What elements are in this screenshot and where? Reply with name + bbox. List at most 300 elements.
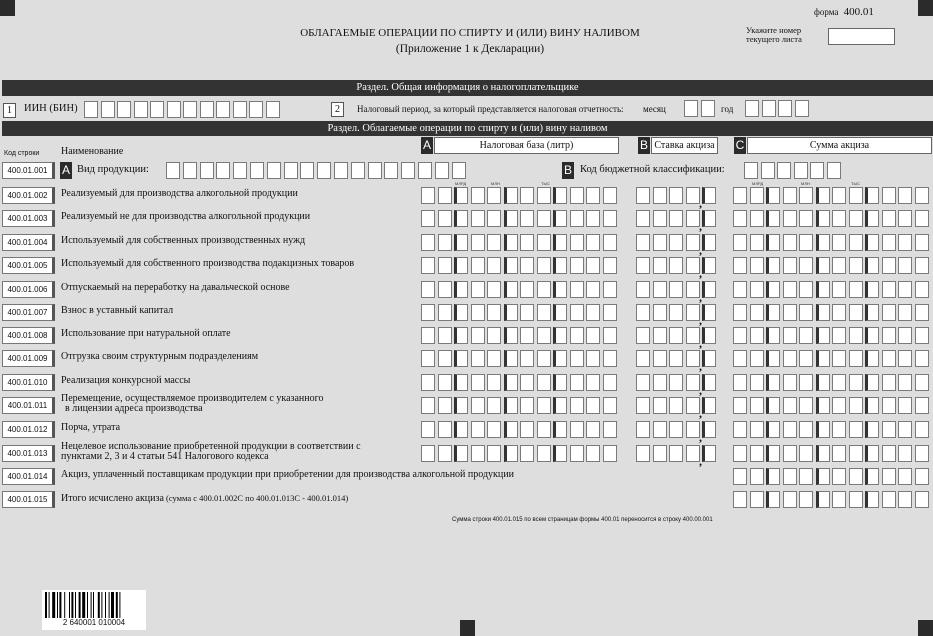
excise-amount-cell[interactable] [915, 491, 929, 508]
tax-base-cell[interactable] [421, 257, 435, 274]
tax-base-cell[interactable] [487, 421, 501, 438]
excise-amount-cell[interactable] [783, 187, 797, 204]
excise-amount-cell[interactable] [816, 257, 830, 274]
excise-amount-cell[interactable] [882, 327, 896, 344]
tax-base-cell[interactable] [487, 281, 501, 298]
tax-base-cell[interactable] [553, 374, 567, 391]
tax-base-cell[interactable] [603, 187, 617, 204]
excise-amount-cell[interactable] [882, 304, 896, 321]
excise-rate-cell[interactable] [669, 234, 683, 251]
excise-amount-cell[interactable] [865, 187, 879, 204]
excise-amount-cell[interactable] [882, 281, 896, 298]
excise-amount-cell[interactable] [849, 374, 863, 391]
excise-rate-cell[interactable] [702, 187, 716, 204]
tax-base-cell[interactable] [603, 350, 617, 367]
tax-base-cell[interactable] [520, 445, 534, 462]
excise-rate-cell[interactable] [702, 374, 716, 391]
excise-amount-cell[interactable] [865, 327, 879, 344]
excise-amount-cell[interactable] [849, 257, 863, 274]
tax-base-cell[interactable] [504, 327, 518, 344]
tax-base-cell[interactable] [570, 327, 584, 344]
excise-amount-cell[interactable] [750, 187, 764, 204]
budget-code-cell[interactable] [827, 162, 841, 179]
iin-bin-cell[interactable] [249, 101, 263, 118]
excise-amount-cell[interactable] [799, 304, 813, 321]
excise-amount-cell[interactable] [799, 327, 813, 344]
tax-base-cell[interactable] [421, 421, 435, 438]
excise-amount-cell[interactable] [915, 281, 929, 298]
excise-amount-cell[interactable] [865, 257, 879, 274]
excise-amount-cell[interactable] [816, 350, 830, 367]
excise-amount-cell[interactable] [750, 491, 764, 508]
excise-amount-cell[interactable] [849, 234, 863, 251]
tax-base-cell[interactable] [586, 210, 600, 227]
excise-rate-cell[interactable] [686, 445, 700, 462]
tax-base-cell[interactable] [586, 234, 600, 251]
excise-rate-cell[interactable] [636, 304, 650, 321]
excise-rate-cell[interactable] [669, 304, 683, 321]
excise-rate-cell[interactable] [636, 234, 650, 251]
tax-base-cell[interactable] [454, 445, 468, 462]
excise-amount-cell[interactable] [898, 445, 912, 462]
excise-amount-cell[interactable] [898, 397, 912, 414]
excise-amount-cell[interactable] [733, 445, 747, 462]
excise-amount-cell[interactable] [766, 421, 780, 438]
tax-base-cell[interactable] [553, 281, 567, 298]
tax-base-cell[interactable] [471, 397, 485, 414]
tax-base-cell[interactable] [520, 397, 534, 414]
tax-base-cell[interactable] [471, 327, 485, 344]
excise-amount-cell[interactable] [898, 281, 912, 298]
tax-base-cell[interactable] [504, 304, 518, 321]
tax-base-cell[interactable] [603, 257, 617, 274]
tax-base-cell[interactable] [570, 210, 584, 227]
tax-base-cell[interactable] [570, 187, 584, 204]
excise-amount-cell[interactable] [915, 187, 929, 204]
excise-amount-cell[interactable] [816, 281, 830, 298]
tax-base-cell[interactable] [537, 327, 551, 344]
excise-rate-cell[interactable] [636, 281, 650, 298]
excise-rate-cell[interactable] [653, 281, 667, 298]
excise-rate-cell[interactable] [636, 327, 650, 344]
excise-amount-cell[interactable] [816, 234, 830, 251]
tax-base-cell[interactable] [471, 281, 485, 298]
excise-rate-cell[interactable] [636, 397, 650, 414]
tax-base-cell[interactable] [454, 234, 468, 251]
tax-base-cell[interactable] [454, 350, 468, 367]
excise-amount-cell[interactable] [865, 304, 879, 321]
excise-amount-cell[interactable] [799, 257, 813, 274]
year-cell[interactable] [762, 100, 776, 117]
excise-amount-cell[interactable] [816, 445, 830, 462]
excise-rate-cell[interactable] [636, 187, 650, 204]
excise-amount-cell[interactable] [865, 374, 879, 391]
month-cell[interactable] [701, 100, 715, 117]
excise-amount-cell[interactable] [882, 234, 896, 251]
tax-base-cell[interactable] [570, 304, 584, 321]
tax-base-cell[interactable] [487, 350, 501, 367]
tax-base-cell[interactable] [421, 234, 435, 251]
excise-amount-cell[interactable] [816, 187, 830, 204]
tax-base-cell[interactable] [504, 445, 518, 462]
excise-amount-cell[interactable] [733, 374, 747, 391]
excise-amount-cell[interactable] [766, 281, 780, 298]
excise-amount-cell[interactable] [750, 234, 764, 251]
excise-amount-cell[interactable] [915, 445, 929, 462]
month-cell[interactable] [684, 100, 698, 117]
excise-rate-cell[interactable] [686, 350, 700, 367]
excise-amount-cell[interactable] [733, 257, 747, 274]
excise-amount-cell[interactable] [865, 350, 879, 367]
product-type-cell[interactable] [401, 162, 415, 179]
tax-base-cell[interactable] [520, 257, 534, 274]
excise-amount-cell[interactable] [882, 350, 896, 367]
tax-base-cell[interactable] [553, 234, 567, 251]
excise-amount-cell[interactable] [865, 445, 879, 462]
excise-amount-cell[interactable] [898, 304, 912, 321]
excise-rate-cell[interactable] [686, 257, 700, 274]
iin-bin-cell[interactable] [216, 101, 230, 118]
product-type-cell[interactable] [267, 162, 281, 179]
excise-amount-cell[interactable] [733, 187, 747, 204]
tax-base-cell[interactable] [438, 304, 452, 321]
tax-base-cell[interactable] [603, 445, 617, 462]
excise-amount-cell[interactable] [915, 304, 929, 321]
excise-amount-cell[interactable] [733, 327, 747, 344]
excise-amount-cell[interactable] [849, 468, 863, 485]
excise-amount-cell[interactable] [750, 210, 764, 227]
tax-base-cell[interactable] [487, 210, 501, 227]
tax-base-cell[interactable] [421, 187, 435, 204]
excise-amount-cell[interactable] [832, 350, 846, 367]
excise-amount-cell[interactable] [882, 468, 896, 485]
excise-rate-cell[interactable] [702, 445, 716, 462]
excise-rate-cell[interactable] [653, 257, 667, 274]
tax-base-cell[interactable] [537, 281, 551, 298]
excise-amount-cell[interactable] [849, 350, 863, 367]
excise-rate-cell[interactable] [669, 445, 683, 462]
excise-amount-cell[interactable] [750, 327, 764, 344]
excise-amount-cell[interactable] [865, 468, 879, 485]
excise-rate-cell[interactable] [669, 421, 683, 438]
excise-amount-cell[interactable] [783, 281, 797, 298]
excise-amount-cell[interactable] [832, 281, 846, 298]
excise-amount-cell[interactable] [766, 327, 780, 344]
excise-amount-cell[interactable] [766, 374, 780, 391]
product-type-cell[interactable] [233, 162, 247, 179]
excise-rate-cell[interactable] [636, 350, 650, 367]
tax-base-cell[interactable] [537, 421, 551, 438]
tax-base-cell[interactable] [520, 187, 534, 204]
excise-amount-cell[interactable] [849, 491, 863, 508]
tax-base-cell[interactable] [553, 187, 567, 204]
excise-amount-cell[interactable] [783, 445, 797, 462]
excise-amount-cell[interactable] [915, 210, 929, 227]
excise-amount-cell[interactable] [799, 374, 813, 391]
excise-amount-cell[interactable] [915, 350, 929, 367]
excise-rate-cell[interactable] [702, 257, 716, 274]
tax-base-cell[interactable] [421, 350, 435, 367]
tax-base-cell[interactable] [586, 257, 600, 274]
tax-base-cell[interactable] [487, 445, 501, 462]
tax-base-cell[interactable] [586, 397, 600, 414]
tax-base-cell[interactable] [471, 257, 485, 274]
excise-rate-cell[interactable] [702, 327, 716, 344]
tax-base-cell[interactable] [454, 281, 468, 298]
excise-amount-cell[interactable] [783, 350, 797, 367]
tax-base-cell[interactable] [537, 350, 551, 367]
excise-amount-cell[interactable] [832, 304, 846, 321]
excise-amount-cell[interactable] [766, 397, 780, 414]
tax-base-cell[interactable] [438, 187, 452, 204]
excise-amount-cell[interactable] [766, 187, 780, 204]
sheet-number-input[interactable] [828, 28, 895, 45]
excise-amount-cell[interactable] [733, 234, 747, 251]
excise-rate-cell[interactable] [653, 445, 667, 462]
excise-amount-cell[interactable] [882, 491, 896, 508]
excise-amount-cell[interactable] [766, 350, 780, 367]
tax-base-cell[interactable] [438, 281, 452, 298]
excise-amount-cell[interactable] [766, 491, 780, 508]
excise-rate-cell[interactable] [636, 445, 650, 462]
tax-base-cell[interactable] [504, 374, 518, 391]
excise-rate-cell[interactable] [686, 281, 700, 298]
iin-bin-cell[interactable] [84, 101, 98, 118]
product-type-cell[interactable] [418, 162, 432, 179]
excise-amount-cell[interactable] [799, 445, 813, 462]
excise-amount-cell[interactable] [849, 281, 863, 298]
product-type-cell[interactable] [317, 162, 331, 179]
tax-base-cell[interactable] [603, 397, 617, 414]
iin-bin-cell[interactable] [150, 101, 164, 118]
tax-base-cell[interactable] [603, 327, 617, 344]
excise-amount-cell[interactable] [865, 281, 879, 298]
tax-base-cell[interactable] [471, 445, 485, 462]
tax-base-cell[interactable] [454, 257, 468, 274]
tax-base-cell[interactable] [570, 257, 584, 274]
product-type-cell[interactable] [351, 162, 365, 179]
excise-amount-cell[interactable] [849, 210, 863, 227]
tax-base-cell[interactable] [438, 445, 452, 462]
excise-rate-cell[interactable] [686, 304, 700, 321]
tax-base-cell[interactable] [520, 374, 534, 391]
excise-amount-cell[interactable] [783, 397, 797, 414]
excise-amount-cell[interactable] [750, 304, 764, 321]
tax-base-cell[interactable] [438, 350, 452, 367]
excise-amount-cell[interactable] [816, 491, 830, 508]
tax-base-cell[interactable] [487, 327, 501, 344]
excise-amount-cell[interactable] [733, 397, 747, 414]
excise-amount-cell[interactable] [898, 257, 912, 274]
tax-base-cell[interactable] [586, 327, 600, 344]
excise-amount-cell[interactable] [832, 397, 846, 414]
excise-amount-cell[interactable] [849, 397, 863, 414]
iin-bin-cell[interactable] [266, 101, 280, 118]
excise-amount-cell[interactable] [915, 374, 929, 391]
excise-amount-cell[interactable] [733, 210, 747, 227]
tax-base-cell[interactable] [504, 397, 518, 414]
tax-base-cell[interactable] [586, 350, 600, 367]
iin-bin-cell[interactable] [167, 101, 181, 118]
excise-rate-cell[interactable] [702, 421, 716, 438]
excise-amount-cell[interactable] [783, 210, 797, 227]
excise-rate-cell[interactable] [702, 281, 716, 298]
budget-code-cell[interactable] [761, 162, 775, 179]
excise-amount-cell[interactable] [816, 304, 830, 321]
iin-bin-cell[interactable] [134, 101, 148, 118]
excise-amount-cell[interactable] [799, 491, 813, 508]
excise-amount-cell[interactable] [832, 210, 846, 227]
tax-base-cell[interactable] [454, 374, 468, 391]
excise-amount-cell[interactable] [799, 210, 813, 227]
excise-rate-cell[interactable] [702, 210, 716, 227]
excise-amount-cell[interactable] [816, 327, 830, 344]
excise-amount-cell[interactable] [832, 234, 846, 251]
budget-code-cell[interactable] [744, 162, 758, 179]
budget-code-cell[interactable] [794, 162, 808, 179]
excise-rate-cell[interactable] [702, 304, 716, 321]
tax-base-cell[interactable] [603, 210, 617, 227]
excise-rate-cell[interactable] [653, 350, 667, 367]
tax-base-cell[interactable] [603, 374, 617, 391]
product-type-cell[interactable] [166, 162, 180, 179]
excise-rate-cell[interactable] [669, 374, 683, 391]
product-type-cell[interactable] [183, 162, 197, 179]
iin-bin-cell[interactable] [233, 101, 247, 118]
excise-amount-cell[interactable] [766, 234, 780, 251]
excise-amount-cell[interactable] [750, 445, 764, 462]
tax-base-cell[interactable] [487, 374, 501, 391]
excise-amount-cell[interactable] [799, 350, 813, 367]
product-type-cell[interactable] [300, 162, 314, 179]
excise-amount-cell[interactable] [849, 421, 863, 438]
excise-amount-cell[interactable] [882, 397, 896, 414]
tax-base-cell[interactable] [454, 187, 468, 204]
excise-amount-cell[interactable] [733, 491, 747, 508]
tax-base-cell[interactable] [603, 234, 617, 251]
excise-amount-cell[interactable] [733, 350, 747, 367]
iin-bin-cell[interactable] [117, 101, 131, 118]
excise-amount-cell[interactable] [882, 421, 896, 438]
excise-amount-cell[interactable] [915, 257, 929, 274]
product-type-cell[interactable] [200, 162, 214, 179]
excise-amount-cell[interactable] [915, 421, 929, 438]
tax-base-cell[interactable] [553, 445, 567, 462]
tax-base-cell[interactable] [504, 234, 518, 251]
excise-amount-cell[interactable] [898, 350, 912, 367]
excise-amount-cell[interactable] [733, 304, 747, 321]
tax-base-cell[interactable] [421, 445, 435, 462]
tax-base-cell[interactable] [553, 350, 567, 367]
tax-base-cell[interactable] [603, 304, 617, 321]
excise-amount-cell[interactable] [865, 421, 879, 438]
tax-base-cell[interactable] [504, 281, 518, 298]
tax-base-cell[interactable] [537, 257, 551, 274]
tax-base-cell[interactable] [487, 304, 501, 321]
excise-rate-cell[interactable] [686, 397, 700, 414]
tax-base-cell[interactable] [438, 421, 452, 438]
iin-bin-cell[interactable] [200, 101, 214, 118]
excise-rate-cell[interactable] [669, 210, 683, 227]
tax-base-cell[interactable] [586, 421, 600, 438]
excise-rate-cell[interactable] [669, 350, 683, 367]
tax-base-cell[interactable] [537, 397, 551, 414]
excise-amount-cell[interactable] [766, 445, 780, 462]
tax-base-cell[interactable] [586, 281, 600, 298]
excise-rate-cell[interactable] [653, 304, 667, 321]
product-type-cell[interactable] [216, 162, 230, 179]
year-cell[interactable] [795, 100, 809, 117]
excise-amount-cell[interactable] [915, 468, 929, 485]
tax-base-cell[interactable] [487, 187, 501, 204]
year-cell[interactable] [745, 100, 759, 117]
excise-amount-cell[interactable] [783, 327, 797, 344]
tax-base-cell[interactable] [421, 397, 435, 414]
excise-rate-cell[interactable] [669, 187, 683, 204]
excise-amount-cell[interactable] [882, 210, 896, 227]
tax-base-cell[interactable] [553, 327, 567, 344]
tax-base-cell[interactable] [421, 374, 435, 391]
excise-amount-cell[interactable] [799, 468, 813, 485]
tax-base-cell[interactable] [454, 304, 468, 321]
excise-rate-cell[interactable] [702, 350, 716, 367]
excise-rate-cell[interactable] [653, 210, 667, 227]
tax-base-cell[interactable] [454, 421, 468, 438]
tax-base-cell[interactable] [471, 350, 485, 367]
year-cell[interactable] [778, 100, 792, 117]
iin-bin-cell[interactable] [183, 101, 197, 118]
excise-rate-cell[interactable] [686, 187, 700, 204]
tax-base-cell[interactable] [471, 210, 485, 227]
excise-amount-cell[interactable] [832, 421, 846, 438]
excise-amount-cell[interactable] [750, 468, 764, 485]
excise-amount-cell[interactable] [898, 234, 912, 251]
excise-amount-cell[interactable] [750, 350, 764, 367]
excise-amount-cell[interactable] [865, 397, 879, 414]
tax-base-cell[interactable] [570, 445, 584, 462]
excise-amount-cell[interactable] [783, 491, 797, 508]
excise-amount-cell[interactable] [898, 421, 912, 438]
tax-base-cell[interactable] [454, 397, 468, 414]
tax-base-cell[interactable] [421, 210, 435, 227]
excise-amount-cell[interactable] [832, 257, 846, 274]
excise-amount-cell[interactable] [832, 374, 846, 391]
excise-amount-cell[interactable] [750, 397, 764, 414]
product-type-cell[interactable] [334, 162, 348, 179]
tax-base-cell[interactable] [438, 210, 452, 227]
excise-amount-cell[interactable] [799, 187, 813, 204]
tax-base-cell[interactable] [504, 421, 518, 438]
excise-rate-cell[interactable] [669, 257, 683, 274]
budget-code-cell[interactable] [777, 162, 791, 179]
tax-base-cell[interactable] [603, 421, 617, 438]
tax-base-cell[interactable] [537, 445, 551, 462]
excise-rate-cell[interactable] [653, 397, 667, 414]
tax-base-cell[interactable] [570, 397, 584, 414]
tax-base-cell[interactable] [537, 210, 551, 227]
tax-base-cell[interactable] [570, 281, 584, 298]
tax-base-cell[interactable] [570, 421, 584, 438]
tax-base-cell[interactable] [454, 210, 468, 227]
tax-base-cell[interactable] [504, 210, 518, 227]
excise-rate-cell[interactable] [686, 234, 700, 251]
tax-base-cell[interactable] [553, 421, 567, 438]
tax-base-cell[interactable] [471, 421, 485, 438]
excise-rate-cell[interactable] [653, 187, 667, 204]
excise-amount-cell[interactable] [783, 257, 797, 274]
tax-base-cell[interactable] [520, 210, 534, 227]
tax-base-cell[interactable] [471, 234, 485, 251]
